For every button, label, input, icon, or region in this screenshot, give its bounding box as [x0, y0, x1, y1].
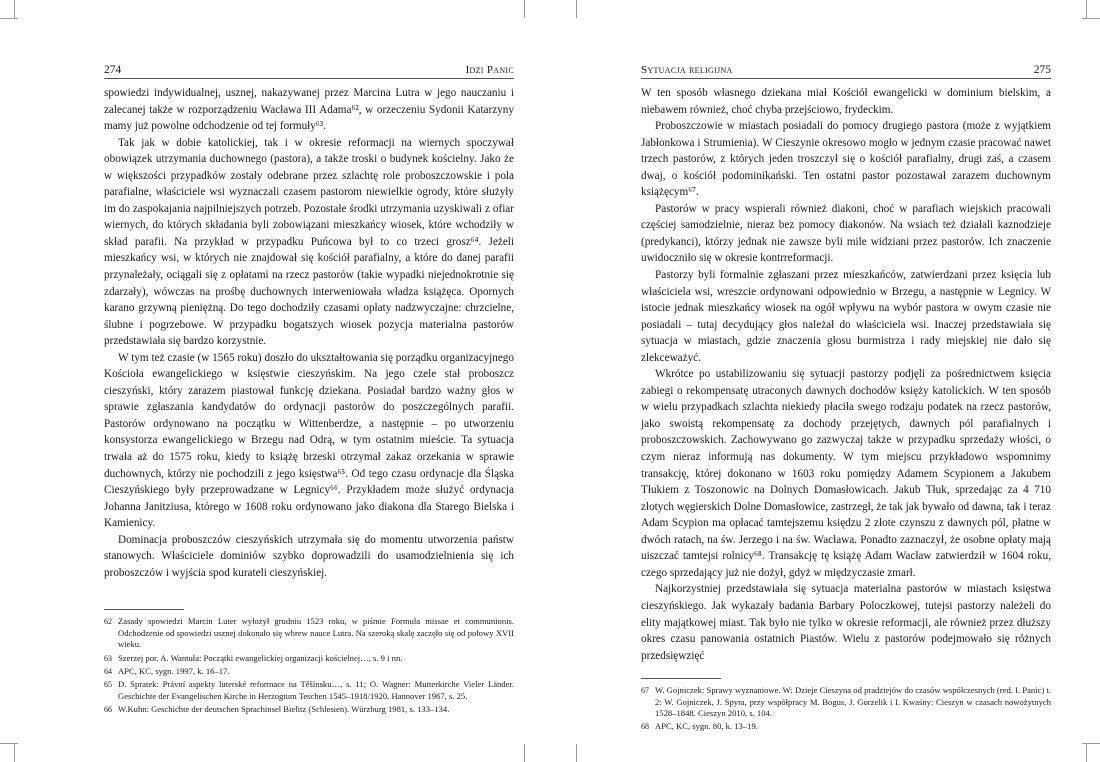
paragraph: W ten sposób własnego dziekana miał Kościół ewangelicki w dominium bielskim, a niebawem również, choć chyba przejściowo, frydeckim.: [641, 87, 1051, 116]
trim-mark: [0, 743, 18, 744]
paragraph: Pastorów w pracy wspierali również diakoni, choć w parafiach wiejskich pracowali częściej samodzielnie, nieraz bez pomocy diakonów. Na wsiach też działali kaznodzieje (predykanci), którzy jednak nie zawsze byli mile widziani przez pastorów. Ich znaczenie uwidoczniło się w okresie kontrreformacji.: [641, 202, 1051, 265]
trim-mark: [1086, 744, 1087, 762]
left-footnotes: [104, 616, 514, 715]
footnote: [104, 653, 514, 664]
right-body-text: [641, 85, 1051, 664]
running-head-chapter: Sytuacja religijna: [641, 64, 733, 76]
page-number: 274: [104, 64, 122, 76]
paragraph: Tak jak w dobie katolickiej, tak i w okresie reformacji na wiernych spoczywał obowiązek utrzymania duchownego (pastora), a także troski o budynek kościelny. Jako że w większości przypadków zostały odebrane przez szlachtę role proboszczowskie i pola parafialne, właściciele wsi wyznaczali czasem pastorom niewielkie ogrody, które służyły im do zaspokajania najpilniejszych potrzeb. Pozostałe środki utrzymania uzyskiwali z ofiar wiernych, do których składania byli zobowiązani mieszkańcy wiosek, które wchodziły w skład parafii. Na przykład w przypadku Puńcowa był to co trzeci grosz⁶⁴. Jeżeli mieszkańcy wsi, w których nie znajdował się kościół parafialny, a które do danej parafii przynależały, ociągali się z opłatami na rzecz pastorów (takie wypadki niejednokrotnie się zdarzały), wówczas na prośbę duchownych interweniowała władza książęca. Opornych karano grzywną pieniężną. Do tego dochodziły czasami opłaty nadzwyczajne: chrzcielne, ślubne i pogrzebowe. W przypadku bogatszych wiosek pozycja materialna pastorów przedstawiała się bardzo korzystnie.: [104, 136, 514, 348]
footnote-number: 64: [104, 667, 112, 677]
footnote: [104, 666, 514, 677]
trim-mark: [524, 744, 525, 762]
footnote-text: W. Gojniczek: Sprawy wyznaniowe. W: Dzieje Cieszyna od pradziejów do czasów współczesnych (red. I. Panic) t. 2: W. Gojniczek, J. Spyra, przy współpracy M. Bogus, J. Gorzelik i I. Kwaśny: Cieszyn w czasach nowożytnych 1528–1848. Cieszyn 2010, s. 104.: [655, 685, 1051, 718]
footnote-number: 68: [641, 722, 649, 732]
trim-mark: [576, 0, 577, 18]
footnote: [641, 721, 1051, 732]
footnote-number: 63: [104, 653, 112, 663]
paragraph: Proboszczowie w miastach posiadali do pomocy drugiego pastora (może z wyjątkiem Jabłonkowa i Strumienia). W Cieszynie okresowo mogło w jednym czasie pracować nawet trzech pastorów, z których jeden troszczył się o kościół parafialny, drugi zaś, a czasem dwaj, o kościół podominikański. Ten ostatni pastor pozostawał zarazem duchownym książęcym⁶⁷.: [641, 120, 1051, 199]
right-page: [641, 62, 1051, 735]
footnote-text: W.Kuhn: Geschichte der deutschen Sprachinsel Bielitz (Schlesien). Würzburg 1981, s. 133–134.: [118, 704, 450, 715]
left-body-text: [104, 85, 514, 581]
trim-mark: [1086, 0, 1087, 18]
trim-mark: [14, 0, 15, 18]
paragraph: Dominacja proboszczów cieszyńskich utrzymała się do momentu utworzenia państw stanowych. Właściciele dominiów szybko doprowadzili do usamodzielnienia się ich proboszczów i wyjścia spod kurateli cieszyńskiej.: [104, 533, 514, 579]
trim-mark: [524, 0, 525, 18]
trim-mark: [1082, 743, 1100, 744]
left-running-head: [104, 62, 514, 79]
footnote-rule: [641, 678, 721, 679]
paragraph: W tym też czasie (w 1565 roku) doszło do ukształtowania się porządku organizacyjnego Kościoła ewangelickiego w księstwie cieszyńskim. Na jego czele stał proboszcz cieszyński, który zarazem piastował funkcję dziekana. Posiadał bardzo ważny głos w sprawie zgłaszania kandydatów do ordynacji pastorów do poszczególnych parafii. Pastorów ordynowano na początku w Wittenberdze, a następnie – po utworzeniu konsystorza ewangelickiego w Brzegu nad Odrą, w tym ostatnim mieście. Ta sytuacja trwała aż do 1575 roku, kiedy to książę brzeski otrzymał zakaz orzekania w sprawie duchownych, którzy nie pochodzili z jego księstwa⁶⁵. Od tego czasu ordynacje dla Śląska Cieszyńskiego były przeprowadzane w Legnicy⁶⁶. Przykładem może służyć ordynacja Johanna Janitziusa, którego w 1608 roku ordynowano jako diakona dla Starego Bielska i Kamienicy.: [104, 351, 514, 530]
footnote-text: Szerzej por. A. Wantuła: Początki ewangelickiej organizacji kościelnej…, s. 9 i nn.: [118, 652, 403, 663]
footnote-text: D. Spratek: Právní aspekty luterské reformace na Těšínsku…, s. 11; O. Wagner: Mutterkirche Vieler Länder. Geschichte der Evangelischen Kirche in Herzogtum Teschen 1545–1918/1920. Hannover 1967, s. 25.: [118, 679, 514, 701]
footnote: [104, 704, 514, 715]
footnote-rule: [104, 609, 184, 610]
trim-mark: [0, 18, 18, 19]
left-page: [104, 62, 514, 718]
trim-mark: [1082, 18, 1100, 19]
footnote-text: Zasady spowiedzi Marcin Luter wyłożył grudniu 1523 roku, w piśmie Formula missae et communionis. Odchodzenie od spowiedzi usznej dokonało się wbrew nauce Lutra. Na szeroką skalę zaczęło się od połowy XVII wieku.: [118, 616, 514, 650]
footnote-text: APC, KC, sygn. 1997, k. 16–17.: [118, 666, 230, 677]
trim-mark: [14, 744, 15, 762]
right-running-head: [641, 62, 1051, 79]
footnote-number: 62: [104, 617, 112, 627]
footnote-number: 66: [104, 705, 112, 715]
paragraph: Wkrótce po ustabilizowaniu się sytuacji pastorzy podjęli za pośrednictwem księcia zabiegi o rekompensatę utraconych dawnych dochodów księży katolickich. W ten sposób w wielu przypadkach szlachta niekiedy płaciła swego rodzaju podatek na rzecz pastorów, jako swoistą rekompensatę za dochody przejętych, dawnych pól parafialnych i proboszczowskich. Zachowywano go zazwyczaj także w przypadku sprzedaży włości, o czym nieraz informują nas dokumenty. W tym miejscu przykładowo wspomnimy transakcję, której dokonano w 1603 roku pomiędzy Adamem Scypionem a Jakubem Tłukiem z Toszonowic na Dolnych Domasłowicach. Jakub Tłuk, sprzedając za 4 710 złotych węgierskich Dolne Domasłowice, zastrzegł, że tak jak bywało od dawna, tak i teraz Adam Scypion ma opłacać tamtejszemu księdzu 2 złote czynszu z dawnych pól, płatne w dwóch ratach, na św. Jerzego i na św. Wacława. Ponadto zaznaczył, że osobne opłaty mają uiszczać tamtejsi rolnicy⁶⁸. Transakcję tę książę Adam Wacław zatwierdził w 1604 roku, czego sprzedający już nie dożył, gdyż w międzyczasie zmarł.: [641, 368, 1051, 579]
footnote: [104, 616, 514, 650]
paragraph: Pastorzy byli formalnie zgłaszani przez mieszkańców, zatwierdzani przez księcia lub właściciela wsi, wreszcie ordynowani odpowiednio w Brzegu, a następnie w Legnicy. W istocie jednak mieszkańcy wiosek na ogół wpływu na wybór pastora w owym czasie nie posiadali – tutaj decydujący głos należał do właściciela wsi. Inaczej przedstawiała się sytuacja w miastach, gdzie znaczenia głosu burmistrza i rady miejskiej nie dało się zlekceważyć.: [641, 269, 1051, 364]
paragraph: Najkorzystniej przedstawiała się sytuacja materialna pastorów w miastach księstwa cieszyńskiego. Jak wykazały badania Barbary Poloczkowej, tutejsi pastorzy należeli do elity majątkowej miast. Tak było nie tylko w okresie reformacji, ale również przez dłuższy okres czasu panowania ostatnich Piastów. Wielu z pastorów podejmowało się różnych przedsięwzięć: [641, 583, 1051, 662]
footnote-text: APC, KC, sygn. 80, k. 13–19.: [655, 721, 758, 732]
footnote-number: 65: [104, 680, 112, 690]
paragraph: spowiedzi indywidualnej, usznej, nakazywanej przez Marcina Lutra w jego nauczaniu i zalecanej także w rozporządzeniu Wacława III Adama⁶², w orzeczeniu Sydonii Katarzyny mamy już powolne odchodzenie od tej formuły⁶³.: [104, 87, 514, 133]
footnote: [104, 679, 514, 702]
footnote: [641, 685, 1051, 719]
running-head-author: Idzi Panic: [465, 64, 514, 76]
footnote-number: 67: [641, 686, 649, 696]
trim-mark: [576, 744, 577, 762]
right-footnotes: [641, 685, 1051, 733]
page-number: 275: [1033, 64, 1051, 76]
